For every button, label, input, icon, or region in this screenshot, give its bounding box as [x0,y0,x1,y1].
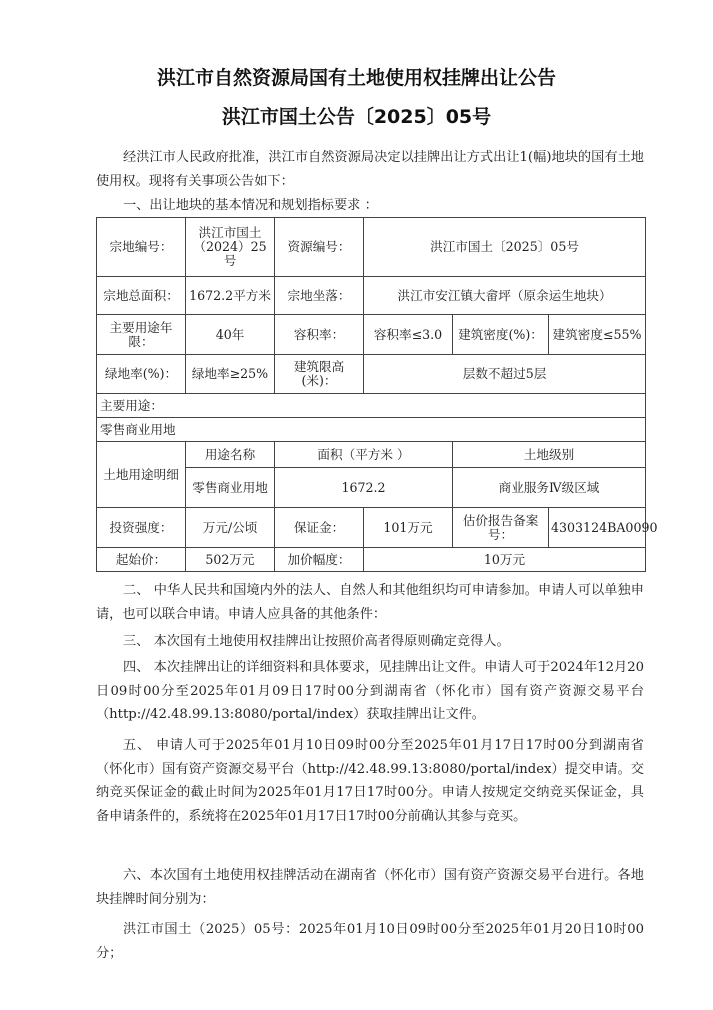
paragraph-5: 五、 申请人可于2025年01月10日09时00分至2025年01月17日17时00分到湖南省（怀化市）国有资产资源交易平台（http://42.48.99.13:8080/portal/index）提交申请。交纳竞买保证金的截止时间为2025年01月17日17时00分。申请人按规定交纳竞买保证金，具备申请条件的，系统将在2025年01月17日17时00分前确认其参与竞买。 [96,738,644,824]
paragraph-3: 三、 本次国有土地使用权挂牌出让按照价高者得原则确定竞得人。 [123,634,510,649]
deposit-value: 101万元 [364,508,453,548]
increment-value: 10万元 [364,548,646,572]
density-value: 建筑密度≤55% [549,315,646,355]
term-label: 主要用途年限： [97,315,186,355]
announcement-number: 洪江市国土公告〔2025〕05号 [221,106,492,128]
start-price-value: 502万元 [186,548,275,572]
resource-no-label: 资源编号： [275,218,364,277]
density-label: 建筑密度(%)： [453,315,549,355]
announcement-title: 洪江市自然资源局国有土地使用权挂牌出让公告 [156,67,556,89]
increment-label: 加价幅度： [275,548,364,572]
height-label: 建筑限高(米)： [275,355,364,394]
parcel-no-label: 宗地编号： [97,218,186,277]
deposit-label: 保证金： [275,508,364,548]
appraisal-label: 估价报告备案号： [453,508,549,548]
land-grade-header: 土地级别 [453,442,646,468]
section1-heading: 一、出让地块的基本情况和规划指标要求 ： [123,198,378,213]
area-value: 1672.2平方米 [186,277,275,315]
main-use-value: 零售商业用地 [97,418,646,442]
term-value: 40年 [186,315,275,355]
appraisal-value: 4303124BA0090 [549,508,646,548]
paragraph-6: 六、本次国有土地使用权挂牌活动在湖南省（怀化市）国有资产资源交易平台进行。各地块挂牌时间分别为： [96,868,644,907]
area-label: 宗地总面积： [97,277,186,315]
green-value: 绿地率≥25% [186,355,275,394]
investment-label: 投资强度： [97,508,186,548]
parcel-no-value: 洪江市国土（2024）25号 [186,218,275,277]
paragraph-7: 洪江市国土（2025）05号：2025年01月10日09时00分至2025年01月20日10时00分； [96,922,644,961]
intro-paragraph: 经洪江市人民政府批准，洪江市自然资源局决定以挂牌出让方式出让1(幅)地块的国有土地使用权。现将有关事项公告如下： [96,150,644,189]
location-value: 洪江市安江镇大畲坪（原余运生地块） [364,277,646,315]
use-area-value: 1672.2 [275,468,453,508]
use-detail-label: 土地用途明细 [97,442,186,508]
location-label: 宗地坐落： [275,277,364,315]
use-name-header: 用途名称 [186,442,275,468]
start-price-label: 起始价： [97,548,186,572]
paragraph-4: 四、 本次挂牌出让的详细资料和具体要求，见挂牌出让文件。申请人可于2024年12月20日09时00分至2025年01月09日17时00分到湖南省（怀化市）国有资产资源交易平台（http://42.48.99.13:8080/portal/index）获取挂牌出让文件。 [96,660,644,722]
far-label: 容积率： [275,315,364,355]
investment-value: 万元/公顷 [186,508,275,548]
land-grade-value: 商业服务Ⅳ级区域 [453,468,646,508]
main-use-label: 主要用途： [97,394,646,418]
paragraph-2: 二、 中华人民共和国境内外的法人、自然人和其他组织均可申请参加。申请人可以单独申请，也可以联合申请。申请人应具备的其他条件： [96,583,644,622]
use-area-header: 面积（平方米 ） [275,442,453,468]
far-value: 容积率≤3.0 [364,315,453,355]
use-name-value: 零售商业用地 [186,468,275,508]
parcel-info-table [96,217,658,572]
height-value: 层数不超过5层 [364,355,646,394]
green-label: 绿地率(%)： [97,355,186,394]
resource-no-value: 洪江市国土〔2025〕05号 [364,218,646,277]
